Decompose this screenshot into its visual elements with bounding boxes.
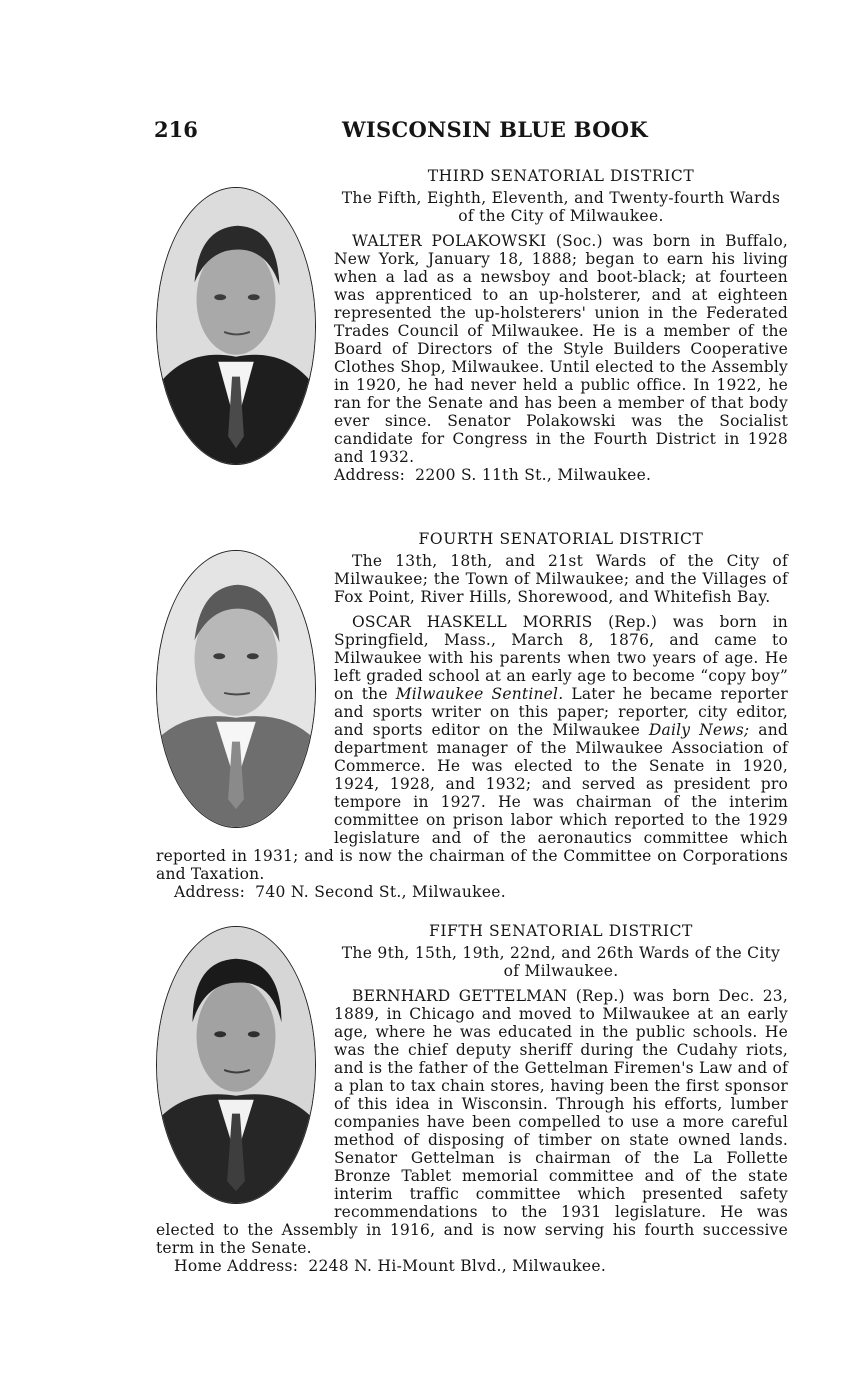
- district-wards: The Fifth, Eighth, Eleventh, and Twenty-fourth Wards of the City of Milwaukee.: [341, 189, 781, 225]
- running-head: WISCONSIN BLUE BOOK: [342, 117, 648, 142]
- bio-text-3: and department manager of the Milwaukee Association of Commerce. He was elected to the Senate in 1920, 1924, 1928, and 1932; and served as president pro tempore in 1927. He was chairman of the interim committee on prison labor which reported to the 1929 legislature and of the aeronautics committee which reported in 1931; and is now the chairman of the Committee on Corporations and Taxation.: [156, 721, 789, 883]
- district-wards: The 9th, 15th, 19th, 22nd, and 26th Wards of the City of Milwaukee.: [341, 944, 781, 980]
- portrait-photo: [156, 187, 316, 465]
- address-label: Address:: [334, 466, 406, 484]
- address-label: Home Address:: [174, 1257, 299, 1275]
- portrait-photo: [156, 926, 316, 1204]
- district-heading: FOURTH SENATORIAL DISTRICT: [418, 530, 704, 548]
- senator-biography: BERNHARD GETTELMAN (Rep.) was born Dec. 23, 1889, in Chicago and moved to Milwaukee at an early age, where he was educated in the public schools. He was the chief deputy sheriff during the Cudahy riots, and is the father of the Gettelman Firemen's Law and of a plan to tax chain stores, having been the first sponsor of this idea in Wisconsin. Through his efforts, lumber companies have been compelled to use a more careful method of disposing of timber on state owned lands. Senator Gettelman is chairman of the La Follette Bronze Tablet memorial committee and of the state interim traffic committee which presented safety recommendations to the 1931 legislature. He was elected to the Assembly in 1916, and is now serving his fourth successive term in the Senate.: [156, 987, 788, 1257]
- bio-text-2: Later he became reporter and sports writer on this paper; reporter, city editor, and sports editor on the Milwaukee: [334, 685, 789, 739]
- address-value: 2200 S. 11th St., Milwaukee.: [415, 466, 652, 484]
- address-value: 740 N. Second St., Milwaukee.: [255, 883, 506, 901]
- newspaper-name: Milwaukee Sentinel.: [395, 685, 564, 703]
- portrait-photo: [156, 550, 316, 828]
- senator-address: [174, 883, 788, 901]
- page-number: 216: [154, 117, 198, 142]
- district-heading: THIRD SENATORIAL DISTRICT: [427, 167, 695, 185]
- section-fifth-district: [156, 922, 788, 1275]
- bio-name: OSCAR HASKELL MORRIS (Rep.): [352, 613, 658, 631]
- address-value: 2248 N. Hi-Mount Blvd., Milwaukee.: [308, 1257, 607, 1275]
- district-heading: FIFTH SENATORIAL DISTRICT: [428, 922, 693, 940]
- senator-address: [174, 466, 788, 484]
- district-wards: The 13th, 18th, and 21st Wards of the City of Milwaukee; the Town of Milwaukee; and the Villages of Fox Point, River Hills, Shorewood, and Whitefish Bay.: [334, 552, 788, 606]
- section-fourth-district: [156, 530, 788, 901]
- bio-text-1: was born in Springfield, Mass., March 8, 1876, and came to Milwaukee with his parents when two years of age. He left graded school at an early age to become “copy boy” on the: [334, 613, 788, 703]
- newspaper-name: Daily News;: [648, 721, 750, 739]
- address-label: Address:: [174, 883, 246, 901]
- senator-biography: WALTER POLAKOWSKI (Soc.) was born in Buffalo, New York, January 18, 1888; began to earn his living when a lad as a newsboy and boot-black; at fourteen was apprenticed to an up-holsterer, and at eighteen represented the up-holsterers' union in the Federated Trades Council of Milwaukee. He is a member of the Board of Directors of the Style Builders Cooperative Clothes Shop, Milwaukee. Until elected to the Assembly in 1920, he had never held a public office. In 1922, he ran for the Senate and has been a member of that body ever since. Senator Polakowski was the Socialist candidate for Congress in the Fourth District in 1928 and 1932.: [334, 232, 788, 466]
- section-third-district: [156, 167, 788, 484]
- senator-address: [174, 1257, 788, 1275]
